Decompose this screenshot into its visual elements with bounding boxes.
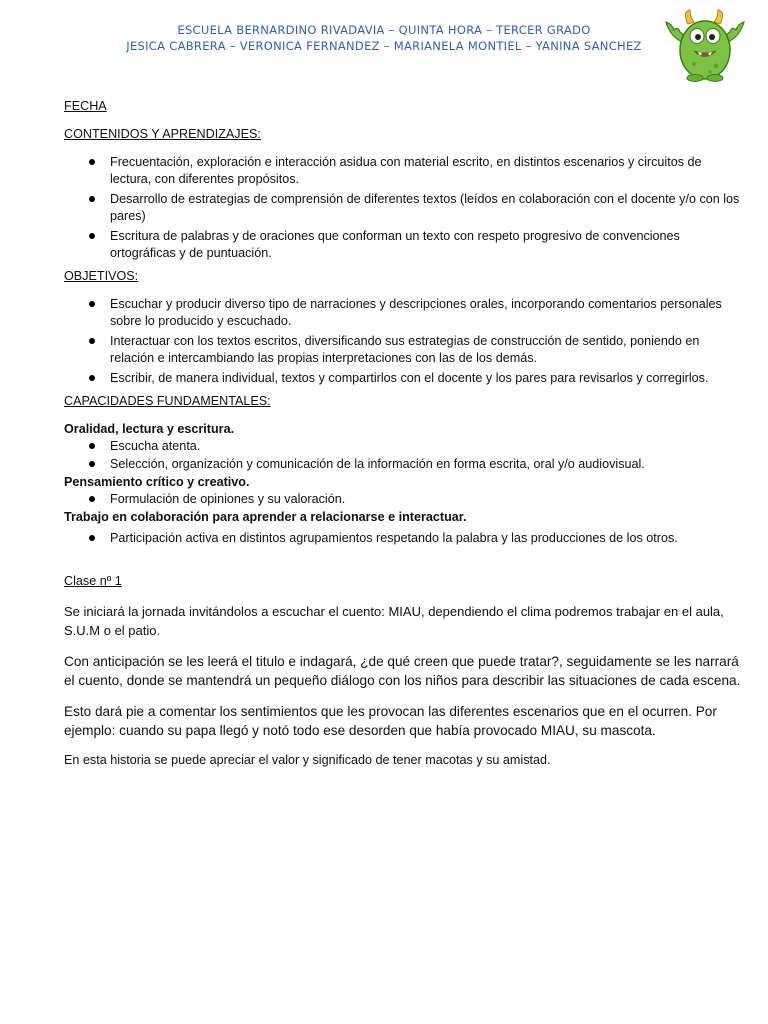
list-item: Escuchar y producir diverso tipo de narraciones y descripciones orales, incorporando comentarios personales sobre lo producido y escuchado. — [64, 296, 744, 330]
contenidos-heading: CONTENIDOS Y APRENDIZAJES: — [64, 127, 261, 141]
list-item: Escucha atenta. — [64, 438, 744, 455]
list-item: Interactuar con los textos escritos, diversificando sus estrategias de construcción de sentido, poniendo en relación e intercambiando las propias interpretaciones con las de los demás. — [64, 333, 744, 367]
list-item: Formulación de opiniones y su valoración. — [64, 491, 744, 508]
capacidad-title: Trabajo en colaboración para aprender a relacionarse e interactuar. — [64, 510, 467, 524]
contenidos-list — [64, 154, 744, 262]
fecha-label: FECHA — [64, 99, 107, 113]
paragraph: Se iniciará la jornada invitándolos a escuchar el cuento: MIAU, dependiendo el clima podremos trabajar en el aula, S.U.M o el patio. — [64, 604, 724, 638]
list-item: Escritura de palabras y de oraciones que conforman un texto con respeto progresivo de convenciones ortográficas y de puntuación. — [64, 228, 744, 262]
capacidad-list — [64, 438, 744, 473]
teacher-names: JESICA CABRERA – VERONICA FERNANDEZ – MARIANELA MONTIEL – YANINA SANCHEZ — [126, 39, 642, 53]
paragraph: En esta historia se puede apreciar el valor y significado de tener macotas y su amistad. — [64, 753, 551, 767]
objetivos-list — [64, 296, 744, 387]
list-item: Frecuentación, exploración e interacción asidua con material escrito, en distintos escenarios y circuitos de lectura, con diferentes propósitos. — [64, 154, 744, 188]
list-item: Participación activa en distintos agrupamientos respetando la palabra y las producciones de los otros. — [64, 530, 744, 547]
school-title: ESCUELA BERNARDINO RIVADAVIA – QUINTA HORA – TERCER GRADO — [177, 23, 591, 37]
paragraph: Esto dará pie a comentar los sentimientos que les provocan las diferentes escenarios que en el ocurren. Por ejemplo: cuando su papa llegó y notó todo ese desorden que había provocado MIAU, su mascota. — [64, 704, 717, 738]
page-header — [0, 22, 768, 54]
list-item: Desarrollo de estrategias de comprensión de diferentes textos (leídos en colaboración con el docente y/o con los pares) — [64, 191, 744, 225]
capacidades-heading: CAPACIDADES FUNDAMENTALES: — [64, 394, 271, 408]
objetivos-heading: OBJETIVOS: — [64, 269, 139, 283]
capacidad-list — [64, 530, 744, 547]
list-item: Selección, organización y comunicación de la información en forma escrita, oral y/o audiovisual. — [64, 456, 744, 473]
clase-title: Clase nº 1 — [64, 574, 122, 588]
list-item: Escribir, de manera individual, textos y compartirlos con el docente y los pares para revisarlos y corregirlos. — [64, 370, 744, 387]
capacidad-title: Oralidad, lectura y escritura. — [64, 422, 235, 436]
paragraph: Con anticipación se les leerá el titulo e indagará, ¿de qué creen que puede tratar?, seguidamente se les narrará el cuento, donde se mantendrá un pequeño diálogo con los niños para describir las situaciones de cada escena. — [64, 654, 741, 688]
document-body — [64, 98, 744, 781]
capacidad-list — [64, 491, 744, 508]
capacidad-title: Pensamiento crítico y creativo. — [64, 475, 250, 489]
green-monster-mascot-icon — [660, 8, 750, 82]
